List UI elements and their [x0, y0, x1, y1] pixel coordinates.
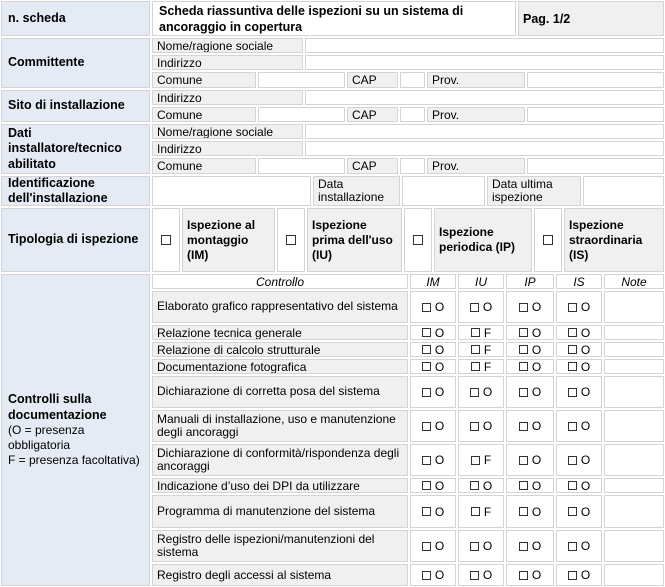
sidebar-dati-installatore — [1, 124, 150, 174]
checkbox-icon[interactable] — [568, 481, 577, 490]
sidebar-controlli-documentazione — [1, 274, 150, 586]
mark-letter: O — [580, 342, 591, 357]
mark-letter: F — [483, 359, 492, 374]
mark-letter: O — [434, 504, 445, 519]
table-row — [152, 530, 664, 562]
installatore-nome-input[interactable] — [305, 124, 664, 139]
mark-letter: O — [434, 478, 445, 493]
note-cell[interactable] — [604, 530, 664, 562]
sito-text: Sito di installazione — [8, 98, 125, 113]
sito-indirizzo-row — [152, 90, 664, 105]
mark-letter: O — [482, 419, 493, 433]
sheet-number-label — [1, 1, 150, 36]
committente-prov-input[interactable] — [527, 72, 664, 88]
checkbox-icon[interactable] — [519, 456, 528, 465]
control-label: Programma di manutenzione del sistema — [152, 495, 408, 528]
sheet-number-text: n. scheda — [8, 10, 66, 25]
nome-label: Nome/ragione sociale — [152, 38, 303, 53]
checkbox-icon[interactable] — [470, 303, 479, 312]
committente-cap-input[interactable] — [400, 72, 425, 88]
check-cell-ip[interactable] — [506, 564, 554, 586]
mark-letter: O — [580, 568, 591, 582]
tipologia-is-label: Ispezione straordinaria (IS) — [564, 208, 664, 272]
sito-comune-input[interactable] — [258, 107, 345, 122]
mark-letter: O — [434, 568, 445, 582]
dati-installatore-text: Dati installatore/tecnico abilitato — [8, 125, 122, 171]
check-cell-ip[interactable] — [506, 325, 554, 340]
tipologia-im-label: Ispezione al montaggio (IM) — [182, 208, 275, 272]
check-cell-ip[interactable] — [506, 530, 554, 562]
mark-letter: O — [531, 342, 542, 357]
checkbox-icon[interactable] — [519, 507, 528, 516]
checkbox-icon[interactable] — [471, 362, 480, 371]
committente-comune-input[interactable] — [258, 72, 345, 88]
mark-letter: F — [483, 325, 492, 340]
table-row — [152, 478, 664, 493]
tipologia-is-checkbox[interactable] — [534, 208, 562, 272]
mark-letter: O — [580, 419, 591, 433]
prov-label: Prov. — [427, 72, 525, 88]
checkbox-icon[interactable] — [568, 362, 577, 371]
check-cell-is[interactable] — [556, 342, 602, 357]
mark-letter: F — [483, 342, 492, 357]
installatore-indirizzo-input[interactable] — [305, 141, 664, 156]
checkbox-icon[interactable] — [471, 507, 480, 516]
control-label: Dichiarazione di corretta posa del sistema — [152, 376, 408, 408]
form-title — [152, 1, 516, 36]
checkbox-icon[interactable] — [543, 235, 553, 245]
mark-letter: O — [434, 385, 445, 399]
check-cell-ip[interactable] — [506, 291, 554, 323]
mark-letter: O — [580, 359, 591, 374]
checkbox-icon[interactable] — [568, 345, 577, 354]
mark-letter: O — [531, 359, 542, 374]
installatore-comune-input[interactable] — [258, 158, 345, 174]
mark-letter: O — [434, 419, 445, 433]
tipologia-ip-checkbox[interactable] — [404, 208, 432, 272]
mark-letter: O — [580, 385, 591, 399]
checkbox-icon[interactable] — [470, 542, 479, 551]
mark-letter: O — [531, 419, 542, 433]
installatore-comune-row — [152, 158, 664, 174]
controls-header-note: Note — [604, 274, 664, 289]
control-label: Registro delle ispezioni/manutenzioni del sistema — [152, 530, 408, 562]
sito-indirizzo-input[interactable] — [305, 90, 664, 105]
cap-label: CAP — [347, 158, 398, 174]
checkbox-icon[interactable] — [422, 571, 431, 580]
check-cell-iu[interactable] — [458, 325, 504, 340]
check-cell-im[interactable] — [410, 342, 456, 357]
check-cell-is[interactable] — [556, 325, 602, 340]
checkbox-icon[interactable] — [519, 422, 528, 431]
control-label: Documentazione fotografica — [152, 359, 408, 374]
check-cell-im[interactable] — [410, 376, 456, 408]
checkbox-icon[interactable] — [519, 328, 528, 337]
check-cell-iu[interactable] — [458, 444, 504, 476]
title-row — [152, 1, 664, 36]
checkbox-icon[interactable] — [422, 456, 431, 465]
mark-letter: O — [482, 300, 493, 314]
checkbox-icon[interactable] — [519, 303, 528, 312]
check-cell-is[interactable] — [556, 444, 602, 476]
check-cell-iu[interactable] — [458, 478, 504, 493]
indirizzo-label: Indirizzo — [152, 55, 303, 70]
table-row — [152, 359, 664, 374]
checkbox-icon[interactable] — [470, 481, 479, 490]
mark-letter: O — [531, 385, 542, 399]
check-cell-im[interactable] — [410, 359, 456, 374]
mark-letter: O — [580, 300, 591, 314]
checkbox-icon[interactable] — [568, 328, 577, 337]
checkbox-icon[interactable] — [422, 542, 431, 551]
control-label: Indicazione d’uso dei DPI da utilizzare — [152, 478, 408, 493]
check-cell-iu[interactable] — [458, 564, 504, 586]
indirizzo-label: Indirizzo — [152, 141, 303, 156]
note-cell[interactable] — [604, 342, 664, 357]
installatore-cap-input[interactable] — [400, 158, 425, 174]
form-title-text: Scheda riassuntiva delle ispezioni su un sistema di ancoraggio in copertura — [159, 3, 464, 34]
checkbox-icon[interactable] — [471, 456, 480, 465]
note-cell[interactable] — [604, 359, 664, 374]
tipologia-row — [152, 208, 664, 272]
check-cell-is[interactable] — [556, 530, 602, 562]
sidebar-tipologia — [1, 208, 150, 272]
committente-indirizzo-input[interactable] — [305, 55, 664, 70]
controlli-title: Controlli sulla documentazione — [8, 392, 107, 422]
indirizzo-label: Indirizzo — [152, 90, 303, 105]
check-cell-im[interactable] — [410, 444, 456, 476]
cap-label: CAP — [347, 72, 398, 88]
check-cell-im[interactable] — [410, 291, 456, 323]
mark-letter: O — [434, 342, 445, 357]
note-cell[interactable] — [604, 410, 664, 442]
mark-letter: O — [434, 300, 445, 314]
installatore-nome-row — [152, 124, 664, 139]
prov-label: Prov. — [427, 158, 525, 174]
mark-letter: O — [531, 478, 542, 493]
table-row — [152, 376, 664, 408]
tipologia-ip-label: Ispezione periodica (IP) — [434, 208, 532, 272]
check-cell-ip[interactable] — [506, 410, 554, 442]
committente-text: Committente — [8, 55, 85, 70]
checkbox-icon[interactable] — [286, 235, 296, 245]
checkbox-icon[interactable] — [568, 542, 577, 551]
note-cell[interactable] — [604, 478, 664, 493]
check-cell-im[interactable] — [410, 564, 456, 586]
check-cell-ip[interactable] — [506, 444, 554, 476]
note-cell[interactable] — [604, 325, 664, 340]
committente-comune-row — [152, 72, 664, 88]
mark-letter: O — [482, 478, 493, 493]
check-cell-ip[interactable] — [506, 342, 554, 357]
check-cell-is[interactable] — [556, 410, 602, 442]
note-cell[interactable] — [604, 495, 664, 528]
sito-cap-input[interactable] — [400, 107, 425, 122]
checkbox-icon[interactable] — [519, 571, 528, 580]
checkbox-icon[interactable] — [422, 362, 431, 371]
checkbox-icon[interactable] — [422, 345, 431, 354]
checkbox-icon[interactable] — [161, 235, 171, 245]
checkbox-icon[interactable] — [568, 507, 577, 516]
checkbox-icon[interactable] — [413, 235, 423, 245]
tipologia-iu-label: Ispezione prima dell'uso (IU) — [307, 208, 402, 272]
sito-comune-row — [152, 107, 664, 122]
checkbox-icon[interactable] — [568, 456, 577, 465]
check-cell-is[interactable] — [556, 291, 602, 323]
checkbox-icon[interactable] — [519, 362, 528, 371]
table-row — [152, 342, 664, 357]
mark-letter: O — [580, 453, 591, 467]
check-cell-iu[interactable] — [458, 342, 504, 357]
check-cell-iu[interactable] — [458, 495, 504, 528]
sidebar-committente — [1, 38, 150, 88]
checkbox-icon[interactable] — [568, 571, 577, 580]
check-cell-iu[interactable] — [458, 530, 504, 562]
prov-label: Prov. — [427, 107, 525, 122]
mark-letter: F — [483, 504, 492, 519]
checkbox-icon[interactable] — [519, 388, 528, 397]
comune-label: Comune — [152, 107, 256, 122]
control-label: Manuali di installazione, uso e manutenzione degli ancoraggi — [152, 410, 408, 442]
mark-letter: O — [580, 504, 591, 519]
control-label: Registro degli accessi al sistema — [152, 564, 408, 586]
checkbox-icon[interactable] — [422, 388, 431, 397]
control-label: Dichiarazione di conformità/rispondenza degli ancoraggi — [152, 444, 408, 476]
checkbox-icon[interactable] — [568, 388, 577, 397]
comune-label: Comune — [152, 158, 256, 174]
mark-letter: O — [531, 539, 542, 553]
identificazione-text: Identificazione dell'installazione — [8, 175, 108, 205]
note-cell[interactable] — [604, 291, 664, 323]
committente-indirizzo-row — [152, 55, 664, 70]
table-row — [152, 444, 664, 476]
table-row — [152, 410, 664, 442]
data-installazione-input[interactable] — [402, 176, 485, 206]
data-installazione-label: Data installazione — [313, 176, 400, 206]
note-cell[interactable] — [604, 376, 664, 408]
check-cell-iu[interactable] — [458, 359, 504, 374]
table-row — [152, 291, 664, 323]
tipologia-text: Tipologia di ispezione — [8, 232, 139, 247]
check-cell-is[interactable] — [556, 359, 602, 374]
table-row — [152, 325, 664, 340]
cap-label: CAP — [347, 107, 398, 122]
page-indicator-text: Pag. 1/2 — [523, 11, 571, 26]
data-ultima-ispezione-input[interactable] — [583, 176, 664, 206]
tipologia-iu-checkbox[interactable] — [277, 208, 305, 272]
installatore-indirizzo-row — [152, 141, 664, 156]
committente-nome-row — [152, 38, 664, 53]
sito-prov-input[interactable] — [527, 107, 664, 122]
data-ultima-ispezione-label: Data ultima ispezione — [487, 176, 581, 206]
checkbox-icon[interactable] — [422, 303, 431, 312]
checkbox-icon[interactable] — [470, 571, 479, 580]
check-cell-ip[interactable] — [506, 376, 554, 408]
checkbox-icon[interactable] — [471, 345, 480, 354]
controls-header-iu: IU — [458, 274, 504, 289]
mark-letter: O — [531, 325, 542, 340]
controlli-note-line2: F = presenza facoltativa) — [8, 453, 140, 467]
mark-letter: O — [531, 453, 542, 467]
mark-letter: O — [482, 539, 493, 553]
mark-letter: O — [482, 568, 493, 582]
checkbox-icon[interactable] — [422, 328, 431, 337]
control-label: Relazione di calcolo strutturale — [152, 342, 408, 357]
controls-header-im: IM — [410, 274, 456, 289]
page-indicator — [518, 1, 664, 36]
installatore-prov-input[interactable] — [527, 158, 664, 174]
check-cell-ip[interactable] — [506, 478, 554, 493]
table-row — [152, 495, 664, 528]
checkbox-icon[interactable] — [568, 422, 577, 431]
check-cell-im[interactable] — [410, 410, 456, 442]
identificazione-row — [152, 176, 664, 206]
mark-letter: O — [482, 385, 493, 399]
note-cell[interactable] — [604, 564, 664, 586]
note-cell[interactable] — [604, 444, 664, 476]
checkbox-icon[interactable] — [470, 388, 479, 397]
check-cell-ip[interactable] — [506, 495, 554, 528]
identificazione-input[interactable] — [152, 176, 311, 206]
controls-header-ip: IP — [506, 274, 554, 289]
checkbox-icon[interactable] — [519, 481, 528, 490]
control-label: Elaborato grafico rappresentativo del sistema — [152, 291, 408, 323]
check-cell-im[interactable] — [410, 530, 456, 562]
mark-letter: O — [531, 300, 542, 314]
sidebar-identificazione — [1, 176, 150, 206]
controls-header-row — [152, 274, 664, 289]
mark-letter: O — [580, 478, 591, 493]
controls-header-is: IS — [556, 274, 602, 289]
sidebar-sito-installazione — [1, 90, 150, 122]
checkbox-icon[interactable] — [471, 328, 480, 337]
check-cell-ip[interactable] — [506, 359, 554, 374]
mark-letter: O — [531, 504, 542, 519]
mark-letter: O — [434, 325, 445, 340]
check-cell-iu[interactable] — [458, 291, 504, 323]
checkbox-icon[interactable] — [568, 303, 577, 312]
mark-letter: O — [434, 453, 445, 467]
mark-letter: O — [580, 325, 591, 340]
mark-letter: O — [580, 539, 591, 553]
tipologia-im-checkbox[interactable] — [152, 208, 180, 272]
committente-nome-input[interactable] — [305, 38, 664, 53]
check-cell-is[interactable] — [556, 495, 602, 528]
check-cell-im[interactable] — [410, 325, 456, 340]
check-cell-im[interactable] — [410, 495, 456, 528]
controlli-note-line1: (O = presenza obbligatoria — [8, 423, 85, 452]
check-cell-is[interactable] — [556, 376, 602, 408]
control-label: Relazione tecnica generale — [152, 325, 408, 340]
checkbox-icon[interactable] — [422, 481, 431, 490]
check-cell-iu[interactable] — [458, 410, 504, 442]
checkbox-icon[interactable] — [422, 507, 431, 516]
checkbox-icon[interactable] — [519, 345, 528, 354]
mark-letter: O — [434, 359, 445, 374]
controls-header-controllo: Controllo — [152, 274, 408, 289]
checkbox-icon[interactable] — [519, 542, 528, 551]
check-cell-im[interactable] — [410, 478, 456, 493]
mark-letter: O — [531, 568, 542, 582]
mark-letter: O — [434, 539, 445, 553]
check-cell-is[interactable] — [556, 478, 602, 493]
checkbox-icon[interactable] — [470, 422, 479, 431]
check-cell-is[interactable] — [556, 564, 602, 586]
nome-label: Nome/ragione sociale — [152, 124, 303, 139]
mark-letter: F — [483, 453, 492, 467]
comune-label: Comune — [152, 72, 256, 88]
check-cell-iu[interactable] — [458, 376, 504, 408]
checkbox-icon[interactable] — [422, 422, 431, 431]
table-row — [152, 564, 664, 586]
